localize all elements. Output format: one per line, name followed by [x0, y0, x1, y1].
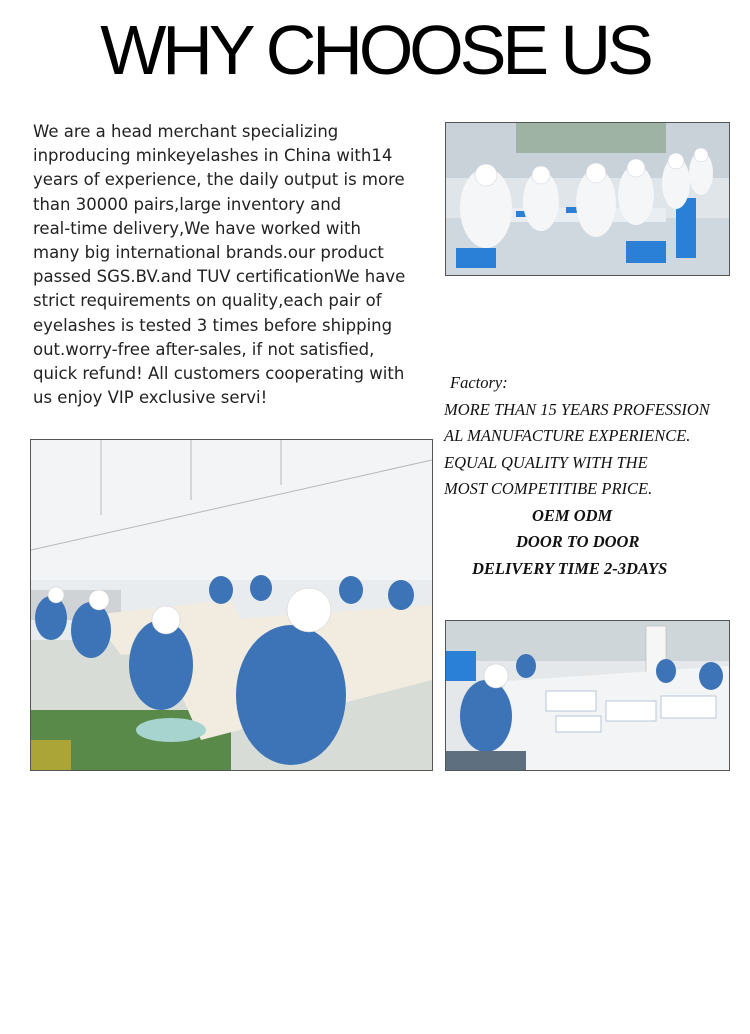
factory-line-oem: OEM ODM	[532, 505, 613, 525]
factory-highlights	[444, 370, 744, 582]
factory-line-delivery: DELIVERY TIME 2-3DAYS	[472, 558, 668, 578]
intro-line: inproducing minkeyelashes in China with14	[33, 146, 393, 166]
factory-line: MOST COMPETITIBE PRICE.	[444, 479, 653, 498]
factory-line: MORE THAN 15 YEARS PROFESSION	[444, 399, 710, 419]
intro-line: strict requirements on quality,each pair of	[33, 291, 382, 311]
intro-line: passed SGS.BV.and TUV certificationWe have	[33, 267, 406, 287]
factory-photo-white-uniform-workers	[445, 122, 730, 276]
intro-line: quick refund! All customers cooperating with	[33, 364, 405, 384]
intro-line: many big international brands.our product	[33, 243, 384, 263]
factory-line: EQUAL QUALITY WITH THE	[444, 452, 648, 472]
intro-line: out.worry-free after-sales, if not satisfied,	[33, 339, 375, 359]
intro-paragraph	[33, 120, 428, 410]
factory-photo-workstation	[445, 620, 730, 771]
intro-line: years of experience, the daily output is more	[33, 170, 405, 190]
intro-line: eyelashes is tested 3 times before shipping	[33, 315, 393, 335]
intro-line: us enjoy VIP exclusive servi!	[33, 388, 268, 408]
factory-label: Factory:	[450, 373, 508, 392]
page-title: WHY CHOOSE US	[100, 11, 650, 89]
factory-line: AL MANUFACTURE EXPERIENCE.	[444, 426, 691, 445]
factory-photo-blue-uniform-workers	[30, 439, 433, 771]
factory-line-door: DOOR TO DOOR	[516, 532, 640, 551]
intro-line: real-time delivery,We have worked with	[33, 218, 361, 238]
intro-line: We are a head merchant specializing	[33, 122, 339, 141]
intro-line: than 30000 pairs,large inventory and	[33, 194, 342, 214]
